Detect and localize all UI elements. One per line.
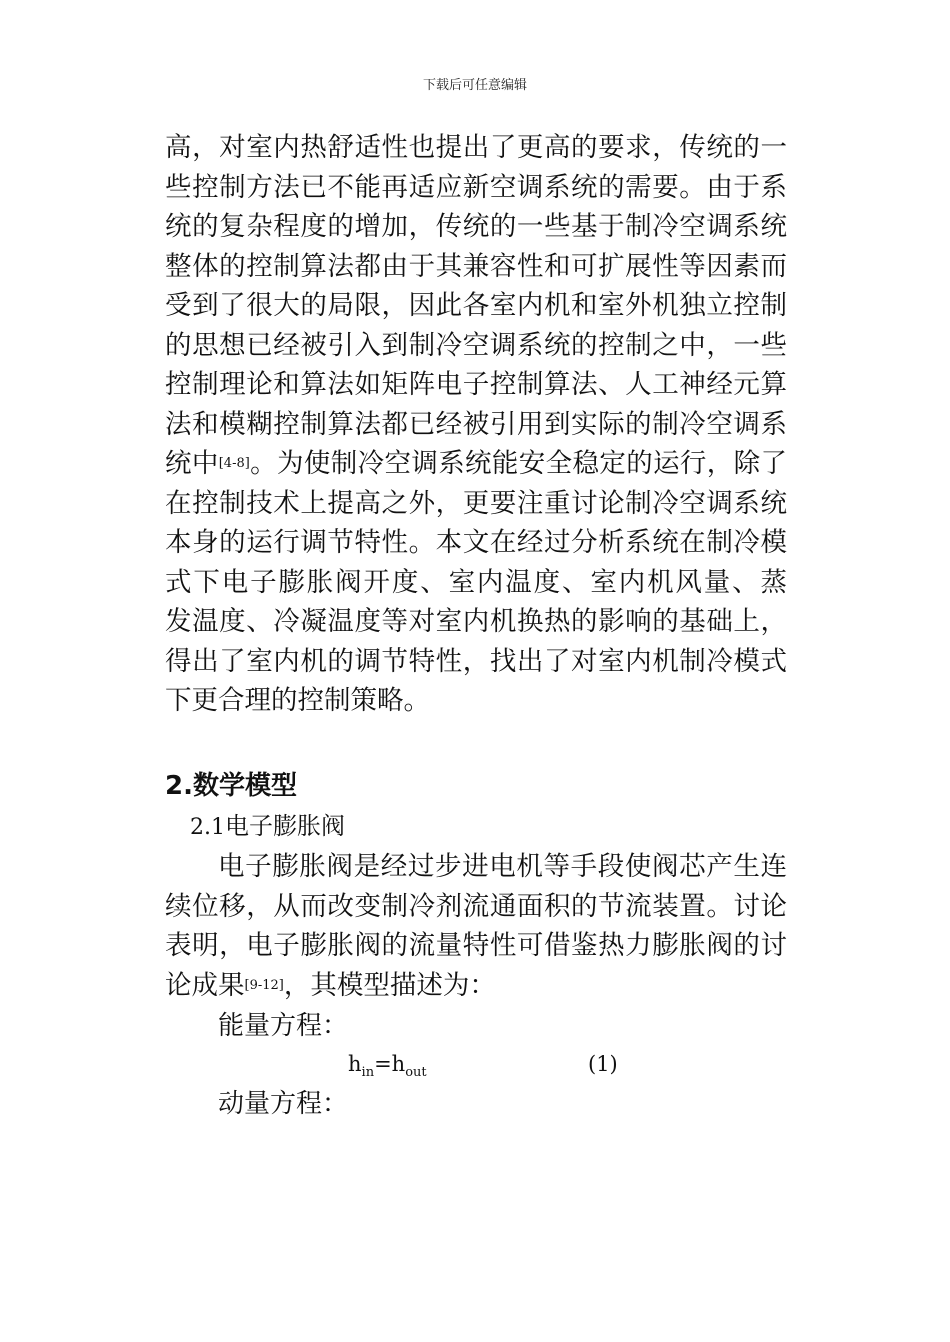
eq-symbol: =h xyxy=(374,1052,406,1076)
eq-subscript: out xyxy=(405,1065,427,1081)
subsection-number: 2.1 xyxy=(190,815,225,840)
text-line: 电子膨胀阀是经过步进电机等手段使阀芯产生连 xyxy=(218,851,787,882)
text-line: 高，对室内热舒适性也提出了更高的要求，传统的一 xyxy=(165,132,787,163)
eq-symbol: h xyxy=(348,1052,362,1076)
subsection-title: 电子膨胀阀 xyxy=(225,812,345,840)
citation-ref: [4-8] xyxy=(218,456,250,471)
text-line: 发温度、冷凝温度等对室内机换热的影响的基础上， xyxy=(165,606,787,637)
text-line: 受到了很大的局限，因此各室内机和室外机独立控制 xyxy=(165,290,787,321)
text-line: 整体的控制算法都由于其兼容性和可扩展性等因素而 xyxy=(165,250,787,282)
energy-equation xyxy=(348,1048,427,1089)
page-header: 下载后可任意编辑 xyxy=(422,78,527,93)
text-line: 控制理论和算法如矩阵电子控制算法、人工神经元算 xyxy=(165,369,787,400)
text-line: 在控制技术上提高之外，更要注重讨论制冷空调系统 xyxy=(165,487,787,519)
text-fragment: ，其模型描述为： xyxy=(283,969,496,1001)
text-line: 得出了室内机的调节特性，找出了对室内机制冷模式 xyxy=(165,645,787,677)
text-fragment: 。为使制冷空调系统能安全稳定的运行，除了 xyxy=(249,448,788,479)
text-fragment: 统中 xyxy=(165,448,219,479)
momentum-equation-label: 动量方程： xyxy=(218,1089,349,1119)
section-heading: 2.数学模型 xyxy=(165,771,297,801)
energy-equation-label: 能量方程： xyxy=(218,1011,349,1041)
citation-ref: [9-12] xyxy=(244,977,284,993)
text-line: 本身的运行调节特性。本文在经过分析系统在制冷模 xyxy=(165,527,787,558)
text-line: 式下电子膨胀阀开度、室内温度、室内机风量、蒸 xyxy=(165,566,787,598)
text-line: 的思想已经被引入到制冷空调系统的控制之中，一些 xyxy=(165,329,787,361)
text-line: 些控制方法已不能再适应新空调系统的需要。由于系 xyxy=(165,171,787,203)
text-line: 下更合理的控制策略。 xyxy=(165,685,430,716)
text-line-with-citation xyxy=(165,966,787,1006)
text-line-with-citation xyxy=(165,444,787,484)
text-line: 法和模糊控制算法都已经被引用到实际的制冷空调系 xyxy=(165,408,787,440)
intro-paragraph xyxy=(165,128,787,721)
model-paragraph xyxy=(165,847,787,1005)
text-line: 表明，电子膨胀阀的流量特性可借鉴热力膨胀阀的讨 xyxy=(165,930,787,961)
text-line: 续位移，从而改变制冷剂流通面积的节流装置。讨论 xyxy=(165,890,787,922)
subsection-heading xyxy=(190,808,345,846)
equation-number: (1) xyxy=(588,1052,618,1076)
text-fragment: 论成果 xyxy=(165,969,245,1001)
eq-subscript: in xyxy=(361,1065,375,1081)
text-line: 统的复杂程度的增加，传统的一些基于制冷空调系统 xyxy=(165,211,787,242)
